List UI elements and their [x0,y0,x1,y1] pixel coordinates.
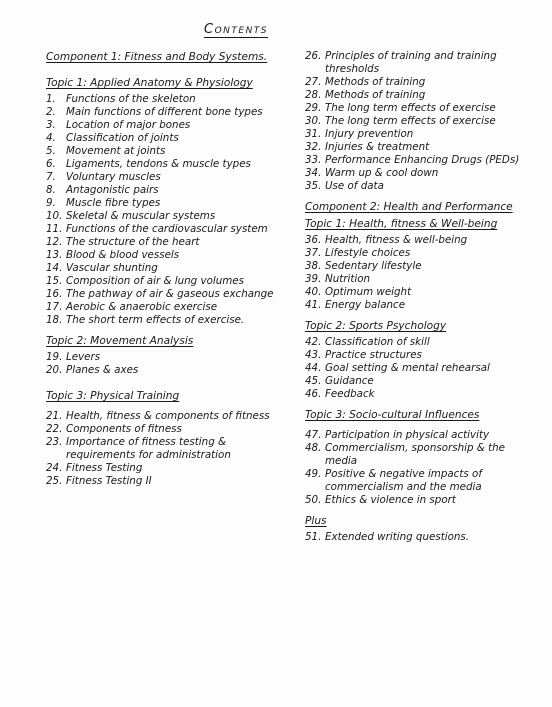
entry-number: 31. [305,128,322,140]
entry-text: Sedentary lifestyle [325,260,422,272]
right-column [305,50,535,544]
entry-number: 16. [46,288,63,300]
contents-entry [46,145,286,158]
entry-number: 17. [46,301,63,313]
contents-entry [305,115,535,128]
entry-number: 28. [305,89,322,101]
entry-number: 42. [305,336,322,348]
entry-number: 36. [305,234,322,246]
entry-number: 30. [305,115,322,127]
contents-entry [305,76,535,89]
contents-entry [46,314,286,327]
entry-text: Practice structures [325,349,422,361]
entry-number: 46. [305,388,322,400]
left-column [46,50,286,488]
right-topic-2-list [305,336,535,401]
entry-number: 33. [305,154,322,166]
entry-text: Vascular shunting [66,262,158,274]
entry-number: 20. [46,364,63,376]
entry-text: Main functions of different bone types [66,106,263,118]
entry-text: Health, fitness & well-being [325,234,468,246]
contents-entry [305,102,535,115]
entry-text: Levers [66,351,101,363]
entry-text: Injury prevention [325,128,414,140]
entry-text: Feedback [325,388,375,400]
contents-entry [46,132,286,145]
topic-1-list [46,93,286,327]
entry-number: 29. [305,102,322,114]
right-topic-1-heading: Topic 1: Health, fitness & Well-being [305,218,498,230]
entry-text: Planes & axes [66,364,139,376]
contents-entry [46,301,286,314]
entry-number: 23. [46,436,63,448]
entry-text: The long term effects of exercise [325,115,496,127]
entry-text: Classification of joints [66,132,179,144]
entry-number: 43. [305,349,322,361]
entry-text: Antagonistic pairs [66,184,159,196]
contents-entry [46,351,286,364]
contents-entry [46,436,286,462]
entry-text: Goal setting & mental rehearsal [325,362,490,374]
contents-entry [46,249,286,262]
contents-entry [46,288,286,301]
entry-number: 38. [305,260,322,272]
entry-text: Performance Enhancing Drugs (PEDs) [325,154,520,166]
entry-number: 50. [305,494,322,506]
entry-text: Movement at joints [66,145,166,157]
contents-entry [305,388,535,401]
topic-1-heading: Topic 1: Applied Anatomy & Physiology [46,77,253,89]
right-topic-1-list [305,234,535,312]
contents-entry [46,106,286,119]
contents-entry [46,462,286,475]
entry-text: Optimum weight [325,286,412,298]
entry-text: Blood & blood vessels [66,249,180,261]
contents-entry [46,184,286,197]
entry-number: 39. [305,273,322,285]
contents-entry [305,336,535,349]
topic-2-heading: Topic 2: Movement Analysis [46,335,194,347]
entry-number: 44. [305,362,322,374]
contents-entry [305,167,535,180]
contents-entry [305,234,535,247]
entry-number: 22. [46,423,63,435]
contents-entry [305,362,535,375]
plus-heading: Plus [305,515,327,527]
entry-number: 32. [305,141,322,153]
entry-text: Extended writing questions. [325,531,470,543]
entry-number: 3. [46,119,56,131]
entry-text: Composition of air & lung volumes [66,275,244,287]
contents-entry [46,410,286,423]
contents-entry [305,286,535,299]
entry-text: Fitness Testing II [66,475,152,487]
entry-number: 21. [46,410,63,422]
entry-number: 49. [305,468,322,480]
contents-entry [305,468,535,494]
contents-entry [46,423,286,436]
component-1-heading: Component 1: Fitness and Body Systems. [46,51,268,63]
topic-3-list [46,410,286,488]
entry-text: Participation in physical activity [325,429,490,441]
entry-number: 19. [46,351,63,363]
contents-entry [305,180,535,193]
contents-entry [305,260,535,273]
entry-number: 4. [46,132,56,144]
contents-entry [305,299,535,312]
entry-number: 5. [46,145,56,157]
entry-text: Ethics & violence in sport [325,494,456,506]
contents-entry [305,531,535,544]
entry-number: 10. [46,210,63,222]
contents-entry [46,119,286,132]
entry-number: 9. [46,197,56,209]
entry-text: Warm up & cool down [325,167,439,179]
entry-number: 35. [305,180,322,192]
entry-number: 1. [46,93,56,105]
entry-number: 41. [305,299,322,311]
entry-text: Skeletal & muscular systems [66,210,216,222]
contents-entry [305,154,535,167]
contents-entry [46,197,286,210]
entry-number: 26. [305,50,322,62]
entry-number: 40. [305,286,322,298]
right-topic-3-list [305,429,535,507]
entry-number: 47. [305,429,322,441]
entry-number: 25. [46,475,63,487]
contents-entry [46,223,286,236]
entry-number: 7. [46,171,56,183]
entry-text: Methods of training [325,89,426,101]
entry-text: Components of fitness [66,423,182,435]
entry-text: Principles of training and training thresholds [325,50,497,75]
entry-text: Energy balance [325,299,406,311]
entry-number: 51. [305,531,322,543]
topic-2-list [46,351,286,377]
entry-number: 6. [46,158,56,170]
entry-number: 27. [305,76,322,88]
entry-text: Injuries & treatment [325,141,430,153]
entry-number: 37. [305,247,322,259]
entry-text: Muscle fibre types [66,197,161,209]
entry-number: 2. [46,106,56,118]
entry-text: Lifestyle choices [325,247,411,259]
entry-text: Classification of skill [325,336,430,348]
entry-text: Use of data [325,180,384,192]
contents-entry [46,364,286,377]
topic-3-heading: Topic 3: Physical Training [46,390,180,402]
entry-text: Health, fitness & components of fitness [66,410,270,422]
right-topic-3-heading: Topic 3: Socio-cultural Influences [305,409,480,421]
entry-text: Functions of the skeleton [66,93,196,105]
entry-text: Commercialism, sponsorship & the media [325,442,505,467]
entry-number: 13. [46,249,63,261]
component-2-heading: Component 2: Health and Performance [305,201,513,213]
contents-entry [305,141,535,154]
contents-entry [46,262,286,275]
contents-entry [305,494,535,507]
contents-entry [305,50,535,76]
contents-entry [305,89,535,102]
contents-entry [46,210,286,223]
entry-text: Ligaments, tendons & muscle types [66,158,251,170]
plus-list [305,531,535,544]
continued-list [305,50,535,193]
entry-text: Aerobic & anaerobic exercise [66,301,218,313]
entry-number: 11. [46,223,63,235]
entry-text: Voluntary muscles [66,171,161,183]
entry-number: 18. [46,314,63,326]
contents-entry [305,349,535,362]
entry-text: Functions of the cardiovascular system [66,223,268,235]
entry-text: Methods of training [325,76,426,88]
entry-number: 8. [46,184,56,196]
contents-entry [305,273,535,286]
contents-entry [46,93,286,106]
contents-entry [305,128,535,141]
right-topic-2-heading: Topic 2: Sports Psychology [305,320,447,332]
entry-number: 45. [305,375,322,387]
page-title: Contents [204,22,269,37]
entry-text: The structure of the heart [66,236,200,248]
contents-entry [46,158,286,171]
entry-number: 14. [46,262,63,274]
entry-text: Guidance [325,375,374,387]
entry-text: Positive & negative impacts of commercialism and the media [325,468,482,493]
entry-number: 34. [305,167,322,179]
entry-text: Location of major bones [66,119,191,131]
entry-number: 15. [46,275,63,287]
contents-entry [305,247,535,260]
contents-entry [46,236,286,249]
contents-entry [46,171,286,184]
entry-text: The short term effects of exercise. [66,314,245,326]
entry-number: 12. [46,236,63,248]
entry-text: Nutrition [325,273,371,285]
entry-text: The long term effects of exercise [325,102,496,114]
contents-entry [305,429,535,442]
entry-number: 24. [46,462,63,474]
contents-entry [305,442,535,468]
entry-text: The pathway of air & gaseous exchange [66,288,274,300]
contents-entry [305,375,535,388]
contents-entry [46,475,286,488]
contents-entry [46,275,286,288]
entry-text: Fitness Testing [66,462,143,474]
entry-number: 48. [305,442,322,454]
entry-text: Importance of fitness testing & requirements for administration [66,436,231,461]
